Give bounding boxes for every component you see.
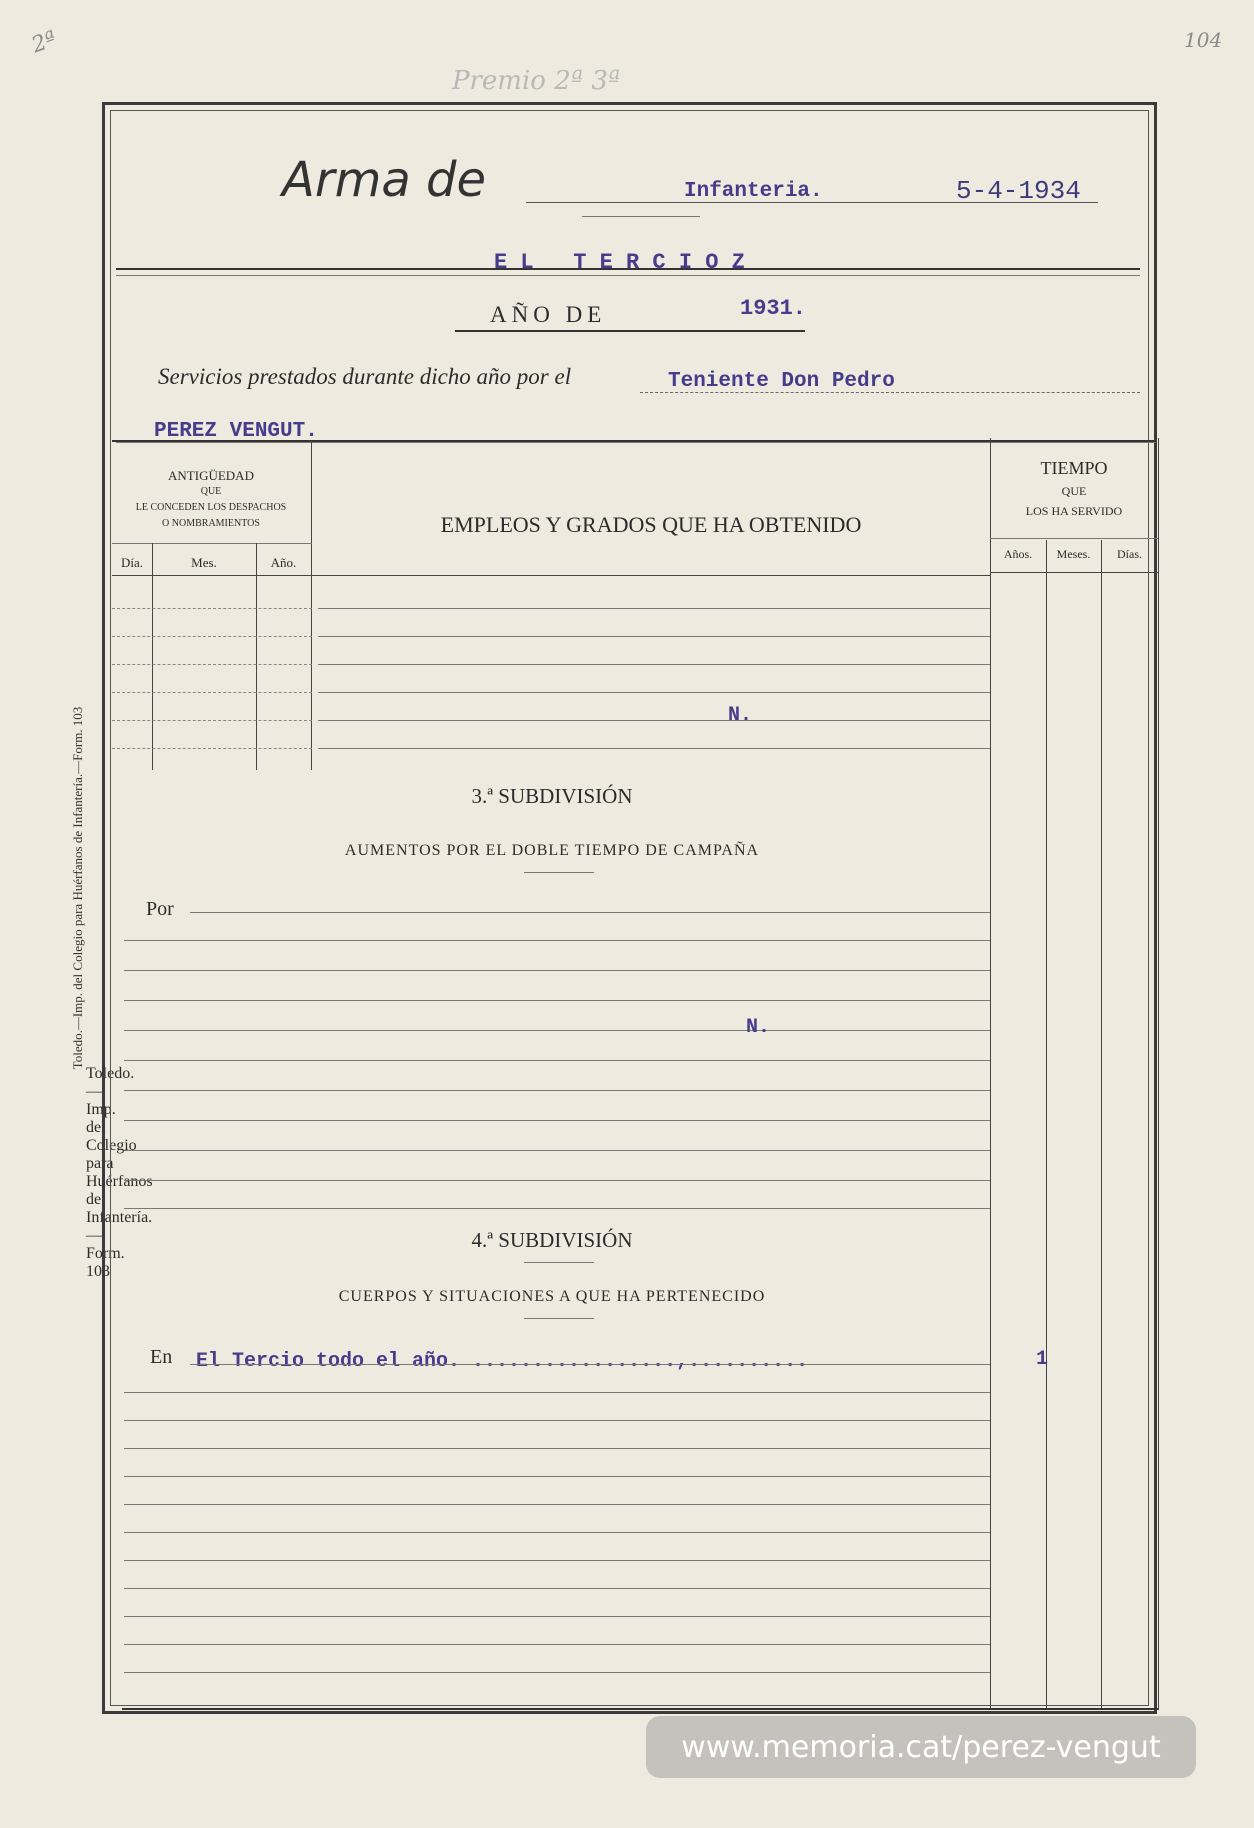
services-label: Servicios prestados durante dicho año por el (158, 364, 572, 389)
tiempo-title: TIEMPO (1040, 458, 1108, 478)
tiempo-col-meses: Meses. (1056, 547, 1091, 561)
watermark-link[interactable]: www.memoria.cat/perez-vengut (646, 1716, 1196, 1778)
tiempo-left-border (990, 438, 991, 1710)
subdiv4-entry: El Tercio todo el año. .................,.......... (196, 1350, 809, 1373)
arma-value: Infanteria. (684, 180, 823, 203)
tiempo-sub2: LOS HA SERVIDO (1025, 504, 1123, 518)
subdiv4-title: 4.ª SUBDIVISIÓN (471, 1228, 633, 1252)
margin-note-top-right: 104 (1184, 28, 1223, 52)
antig-col-mes: Mes. (191, 555, 217, 570)
por-label: Por (146, 898, 174, 920)
antig-sub2: LE CONCEDEN LOS DESPACHOS (135, 502, 287, 513)
officer-name-line2: PEREZ VENGUT. (154, 420, 318, 443)
form-date: 5-4-1934 (956, 176, 1081, 206)
pencil-note-top: Premio 2ª 3ª (452, 66, 621, 96)
subdiv4-subtitle: CUERPOS Y SITUACIONES A QUE HA PERTENECIDO (338, 1288, 766, 1305)
arma-label: Arma de (282, 152, 486, 208)
form-frame-inner (110, 110, 1149, 1706)
subdiv3-title: 3.ª SUBDIVISIÓN (471, 784, 633, 808)
officer-name-line1: Teniente Don Pedro (668, 370, 895, 393)
empleos-entry: N. (728, 704, 753, 727)
tiempo-sub1: QUE (1061, 484, 1087, 498)
subdiv4-years: 1 (1036, 1348, 1049, 1371)
tiempo-col-dias: Días. (1117, 547, 1142, 561)
empleos-title: EMPLEOS Y GRADOS QUE HA OBTENIDO (440, 512, 862, 537)
antig-col-dia: Día. (120, 555, 144, 570)
year-value: 1931. (740, 296, 807, 321)
subdiv3-entry: N. (746, 1016, 771, 1039)
year-label: AÑO DE (490, 302, 607, 327)
tiempo-col-anos: Años. (1003, 547, 1033, 561)
en-label: En (150, 1346, 173, 1368)
antig-col-ano: Año. (270, 555, 297, 570)
antig-sub1: QUE (200, 486, 222, 497)
side-imprint-text: Toledo.—Imp. del Colegio para Huérfanos de Infantería.—Form. 103 (70, 706, 85, 1070)
margin-note-top-left: 2ª (28, 26, 60, 59)
antig-sub3: O NOMBRAMIENTOS (162, 518, 260, 529)
unit-name: E L T E R C I O Z (494, 250, 745, 275)
subdiv3-subtitle: AUMENTOS POR EL DOBLE TIEMPO DE CAMPAÑA (344, 842, 760, 859)
antig-title: ANTIGÜEDAD (168, 468, 254, 483)
